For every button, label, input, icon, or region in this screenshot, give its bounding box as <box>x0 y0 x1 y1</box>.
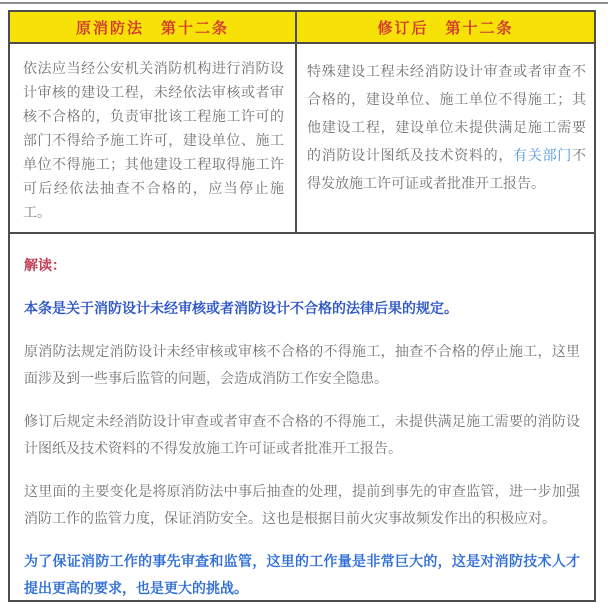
revised-law-text <box>297 44 594 232</box>
relevant-department-link[interactable]: 有关部门 <box>513 147 573 163</box>
interpretation-section <box>10 234 594 602</box>
interpretation-label: 解读： <box>24 257 66 273</box>
table-header-row <box>10 12 594 44</box>
table-body-row <box>10 44 594 234</box>
law-comparison-table <box>8 10 596 602</box>
interpretation-paragraph-revised: 修订后规定未经消防设计审查或者审查不合格的不得施工，未提供满足施工需要的消防设计图纸及技术资料的不得发放施工许可证或者批准开工报告。 <box>24 413 580 456</box>
interpretation-paragraph-original: 原消防法规定消防设计未经审核或审核不合格的不得施工，抽查不合格的停止施工，这里面涉及到一些事后监管的问题，会造成消防工作安全隐患。 <box>24 343 580 386</box>
page-top-divider <box>0 2 608 4</box>
revised-law-text-before: 特殊建设工程未经消防设计审查或者审查不合格的，建设单位、施工单位不得施工；其他建设工程，建设单位未提供满足施工需要的消防设计图纸及技术资料的， <box>307 63 586 163</box>
original-law-header: 原消防法 第十二条 <box>10 12 297 42</box>
original-law-text: 依法应当经公安机关消防机构进行消防设计审核的建设工程，未经依法审核或者审核不合格的，负责审批该工程施工许可的部门不得给予施工许可，建设单位、施工单位不得施工；其他建设工程取得施工许可后经依法抽查不合格的，应当停止施工。 <box>10 44 297 232</box>
revised-law-text-after: 不得发放施工许可证或者批准开工报告。 <box>307 147 587 191</box>
interpretation-conclusion: 为了保证消防工作的事先审查和监管，这里的工作量是非常巨大的，这是对消防技术人才提出更高的要求，也是更大的挑战。 <box>24 553 580 596</box>
interpretation-summary: 本条是关于消防设计未经审核或者消防设计不合格的法律后果的规定。 <box>24 300 458 316</box>
revised-law-header: 修订后 第十二条 <box>297 12 594 42</box>
interpretation-paragraph-change: 这里面的主要变化是将原消防法中事后抽查的处理，提前到事先的审查监管，进一步加强消防工作的监管力度，保证消防安全。这也是根据目前火灾事故频发作出的积极应对。 <box>24 483 580 526</box>
